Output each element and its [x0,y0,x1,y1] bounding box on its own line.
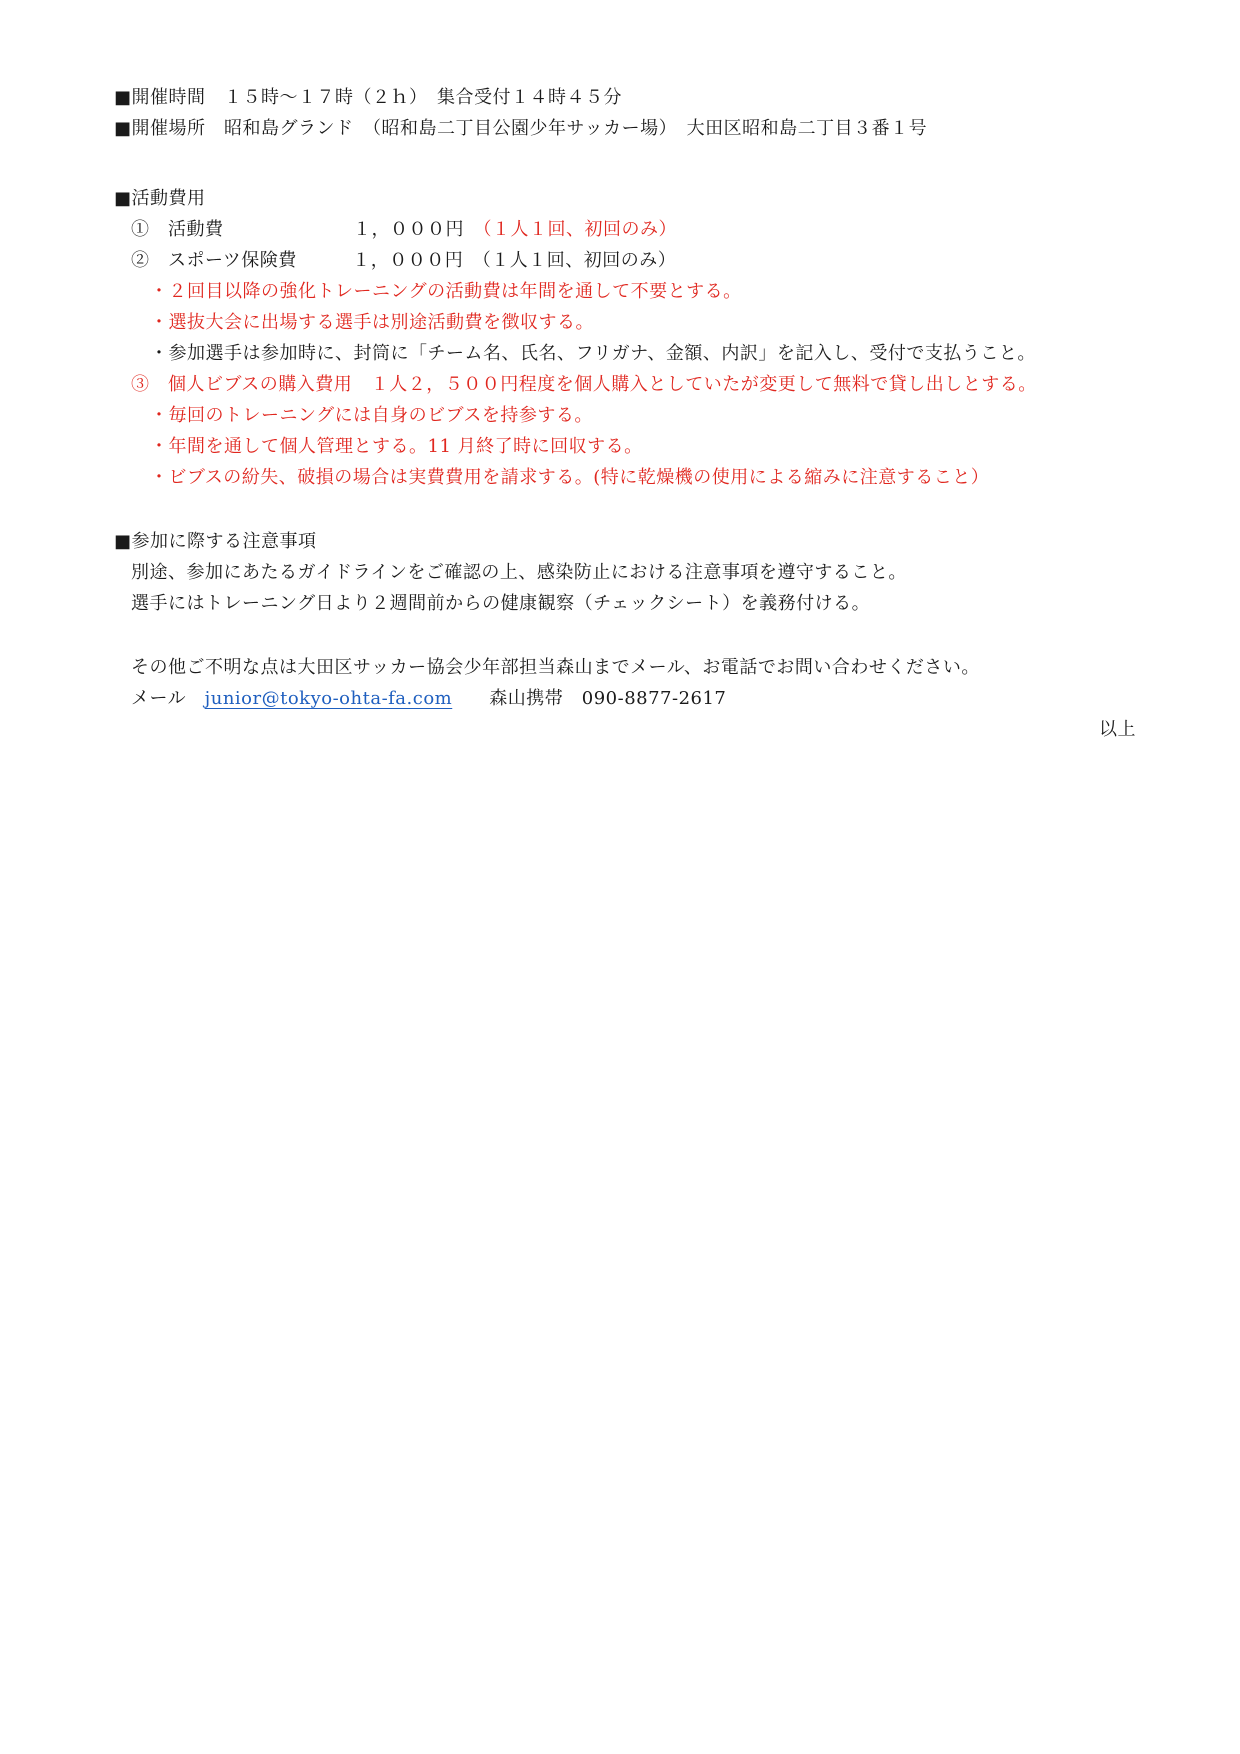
note-second-time-free: ・２回目以降の強化トレーニングの活動費は年間を通して不要とする。 [150,281,742,302]
event-time-line: ■開催時間 １５時～１７時（２ｈ） 集合受付１４時４５分 [114,87,623,108]
activity-fee-line [131,218,677,242]
activity-cost-heading: ■活動費用 [114,188,206,209]
closing-word: 以上 [1099,719,1136,740]
guideline-line: 別途、参加にあたるガイドラインをご確認の上、感染防止における注意事項を遵守すること。 [131,562,907,583]
note-bibs-loss: ・ビブスの紛失、破損の場合は実費費用を請求する。(特に乾燥機の使用による縮みに注意すること） [150,467,990,488]
activity-fee-amount: ① 活動費 １，０００円 [131,219,483,240]
note-bibs-management: ・年間を通して個人管理とする。11 月終了時に回収する。 [150,436,643,457]
precautions-heading: ■参加に際する注意事項 [114,531,317,552]
phone-number: 森山携帯 090-8877-2617 [452,688,727,709]
contact-details-line [131,687,726,711]
bibs-cost-line: ③ 個人ビブスの購入費用 １人２，５００円程度を個人購入としていたが変更して無料で貸し出しとする。 [131,374,1037,395]
activity-fee-note: （１人１回、初回のみ） [482,219,677,240]
mail-label: メール [131,688,205,709]
note-bring-bibs: ・毎回のトレーニングには自身のビブスを持参する。 [150,405,593,426]
note-envelope-payment: ・参加選手は参加時に、封筒に「チーム名、氏名、フリガナ、金額、内訳」を記入し、受付で支払うこと。 [150,343,1036,364]
contact-inquiry-line: その他ご不明な点は大田区サッカー協会少年部担当森山までメール、お電話でお問い合わせください。 [131,657,980,678]
event-venue-line: ■開催場所 昭和島グランド （昭和島二丁目公園少年サッカー場） 大田区昭和島二丁目３番１号 [114,118,928,139]
health-check-line: 選手にはトレーニング日より２週間前からの健康観察（チェックシート）を義務付ける。 [131,593,871,614]
note-selection-tournament: ・選抜大会に出場する選手は別途活動費を徴収する。 [150,312,594,333]
insurance-fee-line: ② スポーツ保険費 １，０００円 （１人１回、初回のみ） [131,250,677,271]
email-link[interactable]: junior@tokyo-ohta-fa.com [204,688,453,709]
